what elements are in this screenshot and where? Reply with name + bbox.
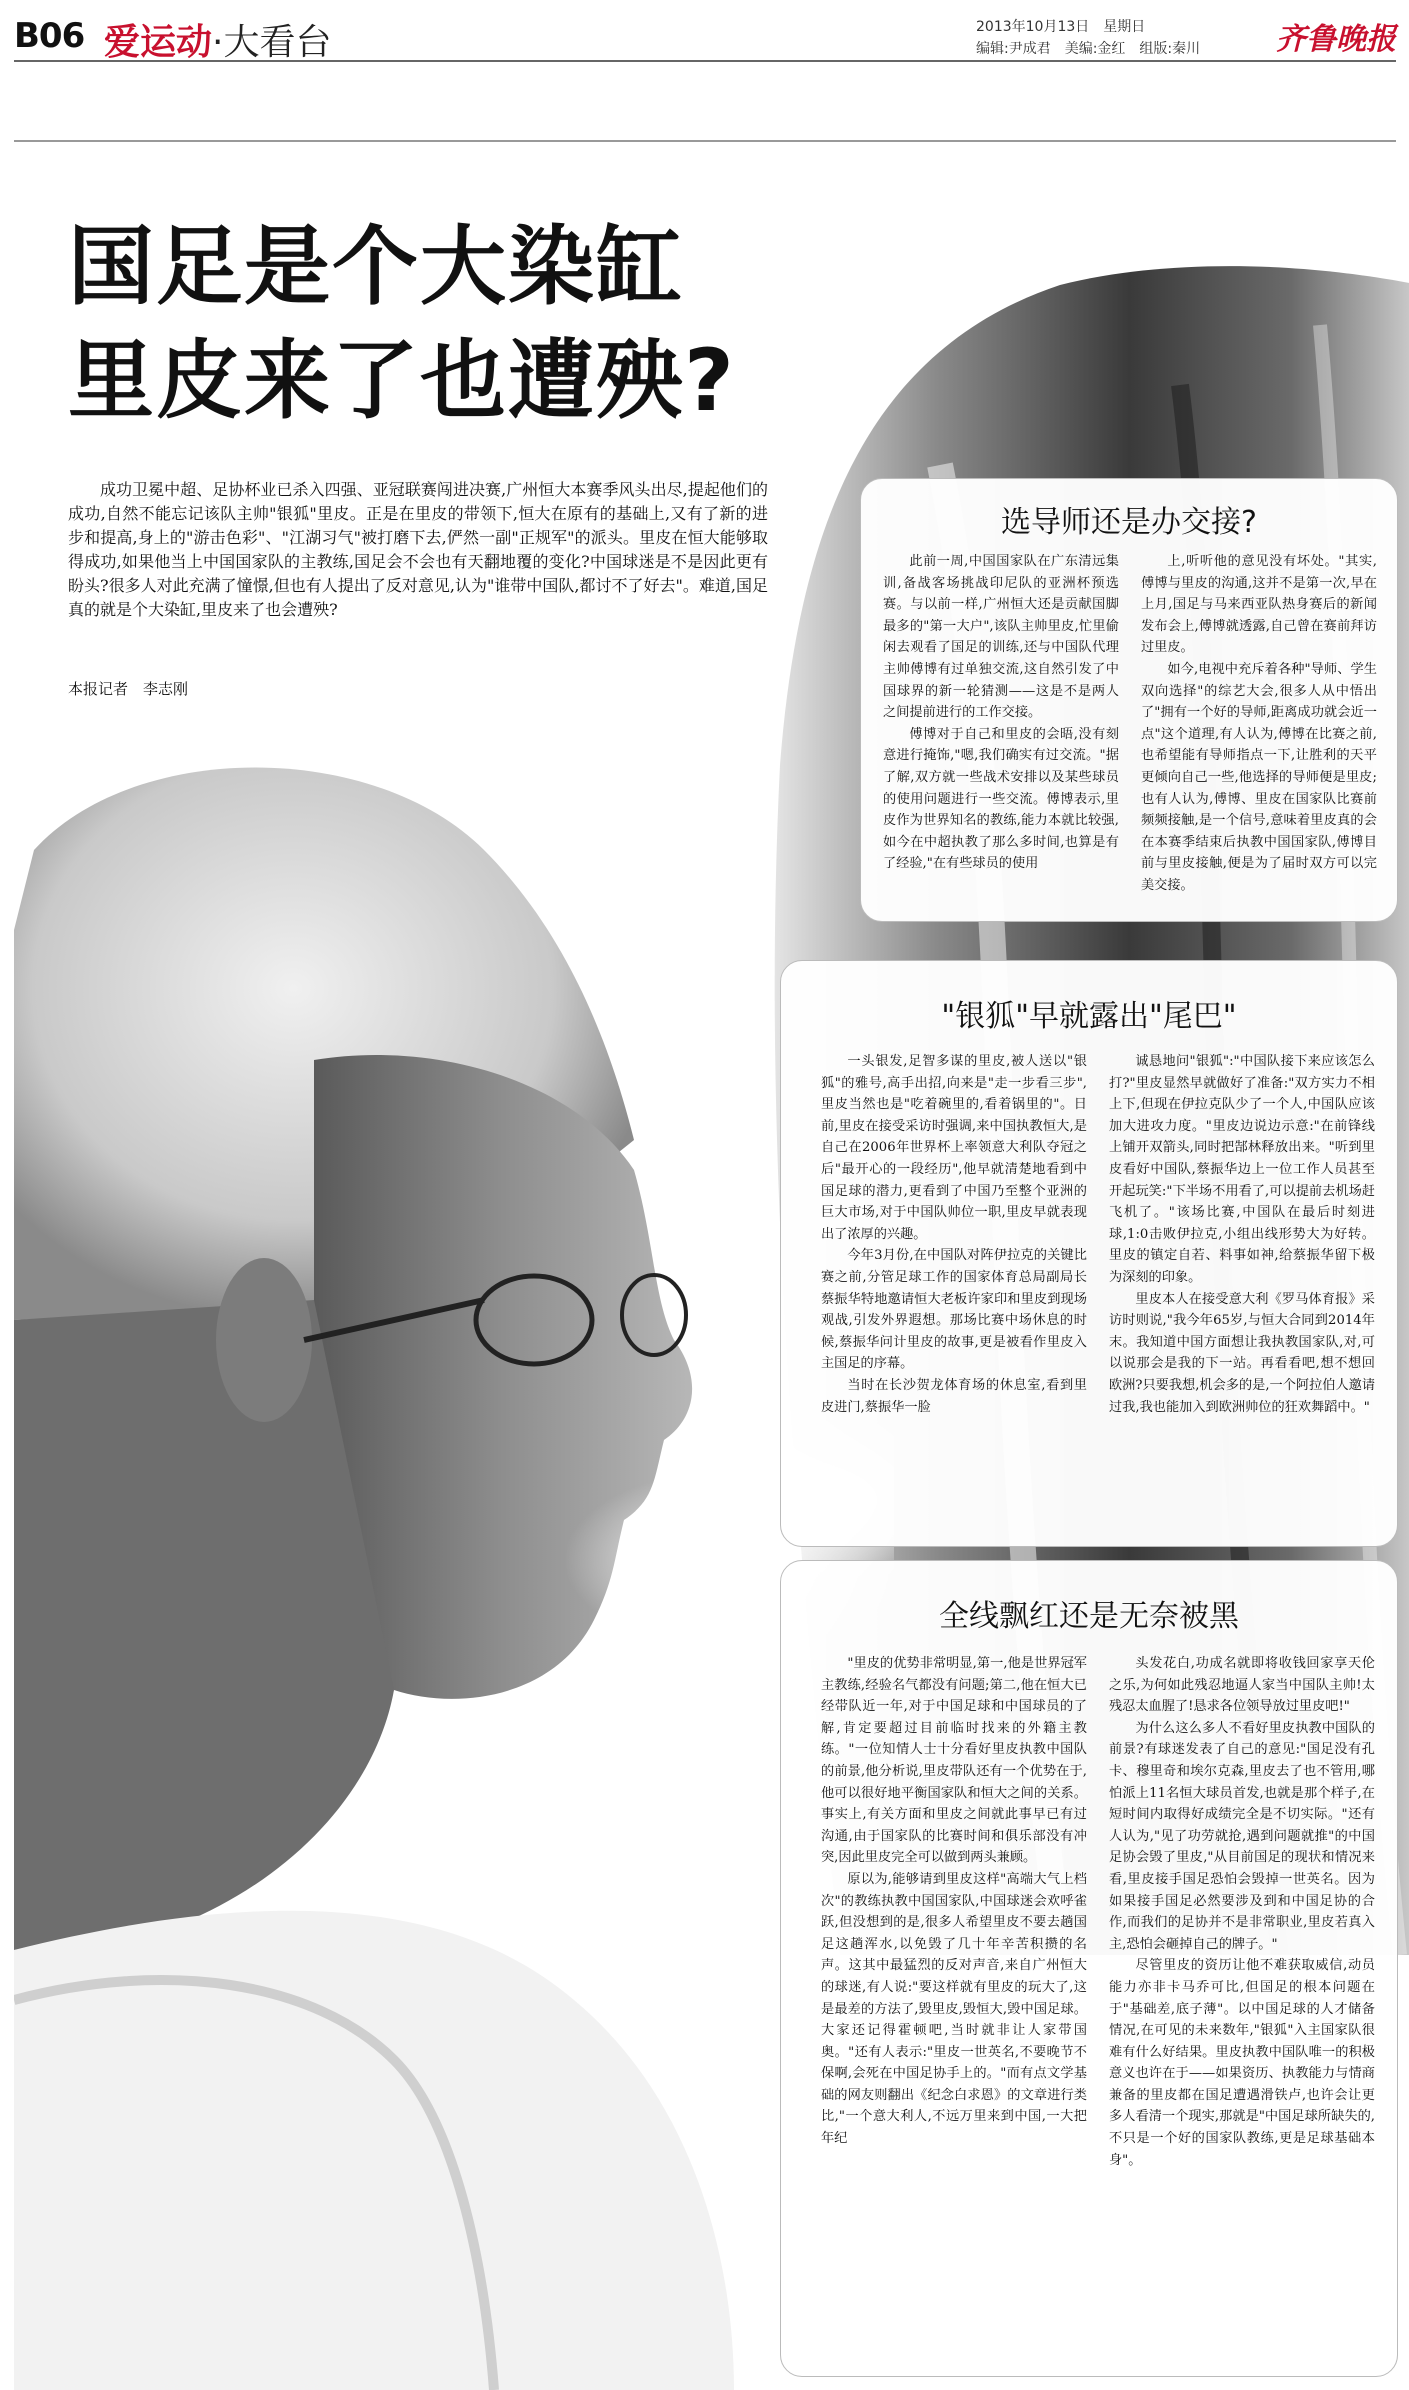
text-column-left bbox=[821, 1653, 1087, 2365]
paragraph: 傅博对于自己和里皮的会晤,没有刻意进行掩饰,"嗯,我们确实有过交流。"据了解,双方就一些战术安排以及某些球员的使用问题进行一些交流。傅博表示,里皮作为世界知名的教练,能力本就比较强,如今在中超执教了那么多时间,也算是有了经验,"在有些球员的使用 bbox=[883, 726, 1119, 872]
paragraph: 头发花白,功成名就即将收钱回家享天伦之乐,为何如此残忍地逼人家当中国队主帅!太残忍太血腥了!恳求各位领导放过里皮吧!" bbox=[1109, 1656, 1375, 1715]
paragraph: 当时在长沙贺龙体育场的休息室,看到里皮进门,蔡振华一脸 bbox=[821, 1377, 1087, 1415]
paragraph: 一头银发,足智多谋的里皮,被人送以"银狐"的雅号,高手出招,向来是"走一步看三步",里皮当然也是"吃着碗里的,看着锅里的"。日前,里皮在接受采访时强调,来中国执教恒大,是自己在2006年世界杯上率领意大利队夺冠之后"最开心的一段经历",他早就清楚地看到中国足球的潜力,更看到了中国乃至整个亚洲的巨大市场,对于中国队帅位一职,里皮早就表现出了浓厚的兴趣。 bbox=[821, 1054, 1087, 1242]
byline: 本报记者 李志刚 bbox=[68, 680, 189, 698]
header-rule bbox=[14, 60, 1396, 62]
headline bbox=[68, 210, 736, 438]
paragraph: 上,听听他的意见没有坏处。"其实,傅博与里皮的沟通,这并不是第一次,早在上月,国足与马来西亚队热身赛后的新闻发布会上,傅博就透露,自己曾在赛前拜访过里皮。 bbox=[1141, 554, 1377, 656]
box-columns bbox=[821, 1653, 1375, 2365]
paragraph: 诚恳地问"银狐":"中国队接下来应该怎么打?"里皮显然早就做好了准备:"双方实力不相上下,但现在伊拉克队少了一个人,中国队应该加大进攻力度。"里皮边说边示意:"在前锋线上铺开双箭头,同时把郜林释放出来。"听到里皮看好中国队,蔡振华边上一位工作人员甚至开起玩笑:"下半场不用看了,可以提前去机场赶飞机了。"该场比赛,中国队在最后时刻进球,1:0击败伊拉克,小组出线形势大为好转。里皮的镇定自若、料事如神,给蔡振华留下极为深刻的印象。 bbox=[1109, 1054, 1375, 1285]
article-box-silver-fox bbox=[780, 960, 1398, 1547]
section-title bbox=[104, 14, 331, 65]
newspaper-logo: 齐鲁晚报 bbox=[1276, 22, 1396, 57]
paragraph: 今年3月份,在中国队对阵伊拉克的关键比赛之前,分管足球工作的国家体育总局副局长蔡振华特地邀请恒大老板许家印和里皮到现场观战,引发外界遐想。那场比赛中场休息的时候,蔡振华问计里皮的故事,更是被看作里皮入主国足的序幕。 bbox=[821, 1248, 1087, 1372]
paragraph: 为什么这么多人不看好里皮执教中国队的前景?有球迷发表了自己的意见:"国足没有孔卡、穆里奇和埃尔克森,里皮去了也不管用,哪怕派上11名恒大球员首发,也就是那个样子,在短时间内取得好成绩完全是不切实际。"还有人认为,"见了功劳就抢,遇到问题就推"的中国足协会毁了里皮,"从目前国足的现状和情况来看,里皮接手国足恐怕会毁掉一世英名。因为如果接手国足必然要涉及到和中国足协的合作,而我们的足协并不是非常职业,里皮若真入主,恐怕会砸掉自己的牌子。" bbox=[1109, 1720, 1375, 1952]
page-header bbox=[14, 14, 1396, 63]
page-number: B06 bbox=[14, 16, 85, 56]
editor-credits: 编辑:尹成君 美编:金红 组版:秦川 bbox=[976, 41, 1201, 57]
text-column-left bbox=[821, 1051, 1087, 1531]
text-column-right bbox=[1109, 1653, 1375, 2365]
text-column-left bbox=[883, 551, 1119, 911]
text-column-right bbox=[1109, 1051, 1375, 1531]
coach-portrait bbox=[14, 700, 894, 2390]
box-title: 选导师还是办交接? bbox=[1001, 505, 1257, 540]
masthead-info bbox=[976, 14, 1396, 60]
text-column-right bbox=[1141, 551, 1377, 911]
paragraph: 此前一周,中国国家队在广东清远集训,备战客场挑战印尼队的亚洲杯预选赛。与以前一样,广州恒大还是贡献国脚最多的"第一大户",该队主帅里皮,忙里偷闲去观看了国足的训练,还与中国队代理主帅傅博有过单独交流,这自然引发了中国球界的新一轮猜测——这是不是两人之间提前进行的工作交接。 bbox=[883, 554, 1119, 721]
article-box-coaching-consultation bbox=[860, 478, 1398, 922]
box-columns bbox=[883, 551, 1377, 911]
intro-paragraph: 成功卫冕中超、足协杯业已杀入四强、亚冠联赛闯进决赛,广州恒大本赛季风头出尽,提起他们的成功,自然不能忘记该队主帅"银狐"里皮。正是在里皮的带领下,恒大在原有的基础上,又有了新的进步和提高,身上的"游击色彩"、"江湖习气"被打磨下去,俨然一副"正规军"的派头。里皮在恒大能够取得成功,如果他当上中国国家队的主教练,国足会不会也有天翻地覆的变化?中国球迷是不是因此更有盼头?很多人对此充满了憧憬,但也有人提出了反对意见,认为"谁带中国队,都讨不了好去"。难道,国足真的就是个大染缸,里皮来了也会遭殃? bbox=[68, 480, 768, 619]
section-name: 爱运动 bbox=[104, 22, 213, 63]
headline-line-1: 国足是个大染缸 bbox=[68, 217, 684, 317]
section-subtitle: ·大看台 bbox=[212, 22, 332, 63]
paragraph: 如今,电视中充斥着各种"导师、学生双向选择"的综艺大会,很多人从中悟出了"拥有一个好的导师,距离成功就会近一点"这个道理,有人认为,傅博在比赛之前,也希望能有导师指点一下,让胜利的天平更倾向自己一些,他选择的导师便是里皮;也有人认为,傅博、里皮在国家队比赛前频频接触,是一个信号,意味着里皮真的会在本赛季结束后执教中国国家队,傅博目前与里皮接触,便是为了届时双方可以完美交接。 bbox=[1141, 661, 1377, 893]
headline-line-2: 里皮来了也遭殃? bbox=[68, 331, 736, 431]
issue-date: 2013年10月13日 星期日 bbox=[976, 19, 1146, 35]
paragraph: 尽管里皮的资历让他不难获取威信,动员能力亦非卡马乔可比,但国足的根本问题在于"基础差,底子薄"。以中国足球的人才储备情况,在可见的未来数年,"银狐"入主国家队很难有什么好结果。里皮执教中国队唯一的积极意义也许在于——如果资历、执教能力与情商兼备的里皮都在国足遭遇滑铁卢,也许会让更多人看清一个现实,那就是"中国足球所缺失的,不只是一个好的国家队教练,更是足球基础本身"。 bbox=[1109, 1958, 1375, 2168]
box-title: "银狐"早就露出"尾巴" bbox=[941, 999, 1237, 1034]
paragraph: 里皮本人在接受意大利《罗马体育报》采访时则说,"我今年65岁,与恒大合同到2014年末。我知道中国方面想让我执教国家队,对,可以说那会是我的下一站。再看看吧,想不想回欧洲?只要我想,机会多的是,一个阿拉伯人邀请过我,我也能加入到欧洲帅位的狂欢舞蹈中。" bbox=[1109, 1291, 1375, 1415]
box-title: 全线飘红还是无奈被黑 bbox=[939, 1599, 1239, 1634]
box-columns bbox=[821, 1051, 1375, 1531]
paragraph: "里皮的优势非常明显,第一,他是世界冠军主教练,经验名气都没有问题;第二,他在恒大已经带队近一年,对于中国足球和中国球员的了解,肯定要超过目前临时找来的外籍主教练。"一位知情人士十分看好里皮执教中国队的前景,他分析说,里皮带队还有一个优势在于,他可以很好地平衡国家队和恒大之间的关系。事实上,有关方面和里皮之间就此事早已有过沟通,由于国家队的比赛时间和俱乐部没有冲突,因此里皮完全可以做到两头兼顾。 bbox=[821, 1656, 1087, 1866]
article-box-praise-or-criticism bbox=[780, 1560, 1398, 2377]
paragraph: 原以为,能够请到里皮这样"高端大气上档次"的教练执教中国国家队,中国球迷会欢呼雀跃,但没想到的是,很多人希望里皮不要去趟国足这趟浑水,以免毁了几十年辛苦积攒的名声。这其中最猛烈的反对声音,来自广州恒大的球迷,有人说:"要这样就有里皮的玩大了,这是最差的方法了,毁里皮,毁恒大,毁中国足球。大家还记得霍顿吧,当时就非让人家带国奥。"还有人表示:"里皮一世英名,不要晚节不保啊,会死在中国足协手上的。"而有点文学基础的网友则翻出《纪念白求恩》的文章进行类比,"一个意大利人,不远万里来到中国,一大把年纪 bbox=[821, 1871, 1087, 2147]
section-divider bbox=[14, 140, 1396, 142]
